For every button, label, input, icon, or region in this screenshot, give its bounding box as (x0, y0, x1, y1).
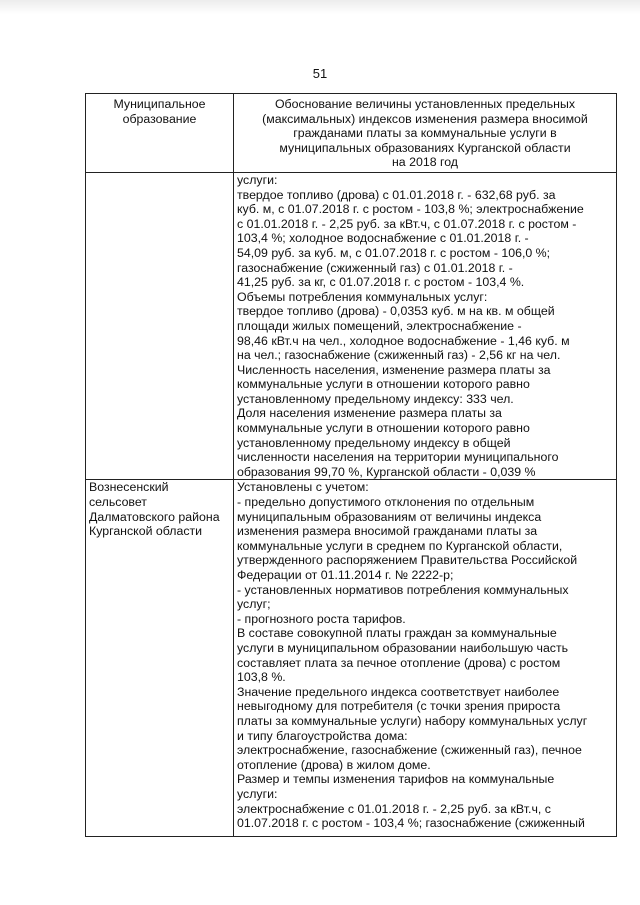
header-municipality-line: Муниципальное (113, 97, 206, 111)
justification-line: установленному предельному индексу в общей (237, 435, 511, 450)
header-justification-line: гражданами платы за коммунальные услуги в (293, 126, 557, 141)
justification-line: 54,09 руб. за куб. м, с 01.07.2018 г. с ростом - 106,0 %; (237, 245, 551, 260)
header-municipality-cell (86, 94, 234, 173)
justification-line: 41,25 руб. за кг, с 01.07.2018 г. с ростом - 103,4 %. (237, 275, 525, 290)
justification-line: газоснабжение (сжиженный газ) с 01.01.2018 г. - (237, 260, 513, 275)
justification-line: образования 99,70 %, Курганской области - 0,039 % (237, 464, 536, 479)
municipality-line: Далматовского района (89, 509, 220, 524)
justification-line: изменения размера вносимой гражданами платы за (237, 524, 538, 539)
municipality-cell (86, 172, 234, 479)
justification-table (85, 93, 617, 837)
header-justification-line: муниципальных образованиях Курганской области (279, 140, 571, 155)
justification-line: отопление (дрова) в жилом доме. (237, 757, 431, 772)
justification-line: Значение предельного индекса соответствует наиболее (237, 684, 560, 699)
justification-line: на чел.; газоснабжение (сжиженный газ) - 2,56 кг на чел. (237, 348, 561, 363)
justification-line: твердое топливо (дрова) с 01.01.2018 г. - 632,68 руб. за (237, 187, 556, 202)
municipality-line: Курганской области (89, 524, 203, 539)
page-number: 51 (312, 66, 328, 81)
justification-line: 98,46 кВт.ч на чел., холодное водоснабжение - 1,46 куб. м (237, 333, 570, 348)
justification-line: Установлены с учетом: (237, 480, 369, 495)
table-row (86, 172, 617, 479)
header-justification-cell (234, 94, 617, 173)
justification-line: - установленных нормативов потребления коммунальных (237, 582, 569, 597)
justification-line: и типу благоустройства дома: (237, 728, 408, 743)
justification-line: услуги: (237, 172, 278, 187)
justification-line: - прогнозного роста тарифов. (237, 611, 406, 626)
justification-line: Размер и темпы изменения тарифов на коммунальные (237, 772, 555, 787)
justification-cell (234, 172, 617, 479)
municipality-cell (86, 480, 234, 837)
header-municipality-line: образование (122, 111, 197, 126)
table-row (86, 480, 617, 837)
header-justification-line: (максимальных) индексов изменения размера вносимой (262, 111, 588, 126)
municipality-line: Вознесенский (89, 480, 169, 495)
justification-line: услуги: (237, 786, 278, 801)
justification-line: Доля населения изменение размера платы за (237, 406, 502, 421)
justification-line: муниципальным образованиям от величины индекса (237, 509, 542, 524)
justification-line: электроснабжение, газоснабжение (сжиженный газ), печное (237, 743, 582, 758)
justification-cell (234, 480, 617, 837)
justification-line: Объемы потребления коммунальных услуг: (237, 289, 488, 304)
justification-line: куб. м, с 01.07.2018 г. с ростом - 103,8 %; электроснабжение (237, 202, 584, 217)
justification-line: 103,4 %; холодное водоснабжение с 01.01.2018 г. - (237, 231, 529, 246)
justification-line: с 01.01.2018 г. - 2,25 руб. за кВт.ч, с 01.07.2018 г. с ростом - (237, 216, 577, 231)
justification-line: В составе совокупной платы граждан за коммунальные (237, 626, 557, 641)
justification-line: - предельно допустимого отклонения по отдельным (237, 495, 535, 510)
table-header-row (86, 94, 617, 173)
justification-line: твердое топливо (дрова) - 0,0353 куб. м на кв. м общей (237, 304, 555, 319)
header-justification-line: Обоснование величины установленных предельных (274, 97, 576, 111)
justification-line: 103,8 %. (237, 670, 286, 685)
justification-line: услуги в муниципальном образовании наибольшую часть (237, 640, 569, 655)
justification-line: численности населения на территории муниципального (237, 450, 559, 465)
justification-line: установленному предельному индексу: 333 чел. (237, 391, 514, 406)
justification-line: коммунальные услуги в отношении которого равно (237, 421, 530, 436)
justification-line: платы за коммунальные услуги) набору коммунальных услуг (237, 713, 588, 728)
municipality-line: сельсовет (89, 495, 147, 510)
justification-line: составляет плата за печное отопление (дрова) с ростом (237, 655, 561, 670)
justification-line: площади жилых помещений, электроснабжение - (237, 318, 522, 333)
justification-line: невыгодному для потребителя (с точки зрения прироста (237, 699, 561, 714)
justification-line: 01.07.2018 г. с ростом - 103,4 %; газоснабжение (сжиженный (237, 816, 585, 831)
scan-top-edge (0, 0, 640, 14)
justification-line: Численность населения, изменение размера платы за (237, 362, 551, 377)
header-justification-line: на 2018 год (391, 155, 459, 170)
justification-line: коммунальные услуги в отношении которого равно (237, 377, 530, 392)
justification-line: электроснабжение с 01.01.2018 г. - 2,25 руб. за кВт.ч, с (237, 801, 551, 816)
justification-line: услуг; (237, 597, 271, 612)
justification-line: утвержденного распоряжением Правительства Российской (237, 553, 578, 568)
justification-line: коммунальные услуги в среднем по Курганской области, (237, 538, 563, 553)
justification-line: Федерации от 01.11.2014 г. № 2222-р; (237, 568, 454, 582)
